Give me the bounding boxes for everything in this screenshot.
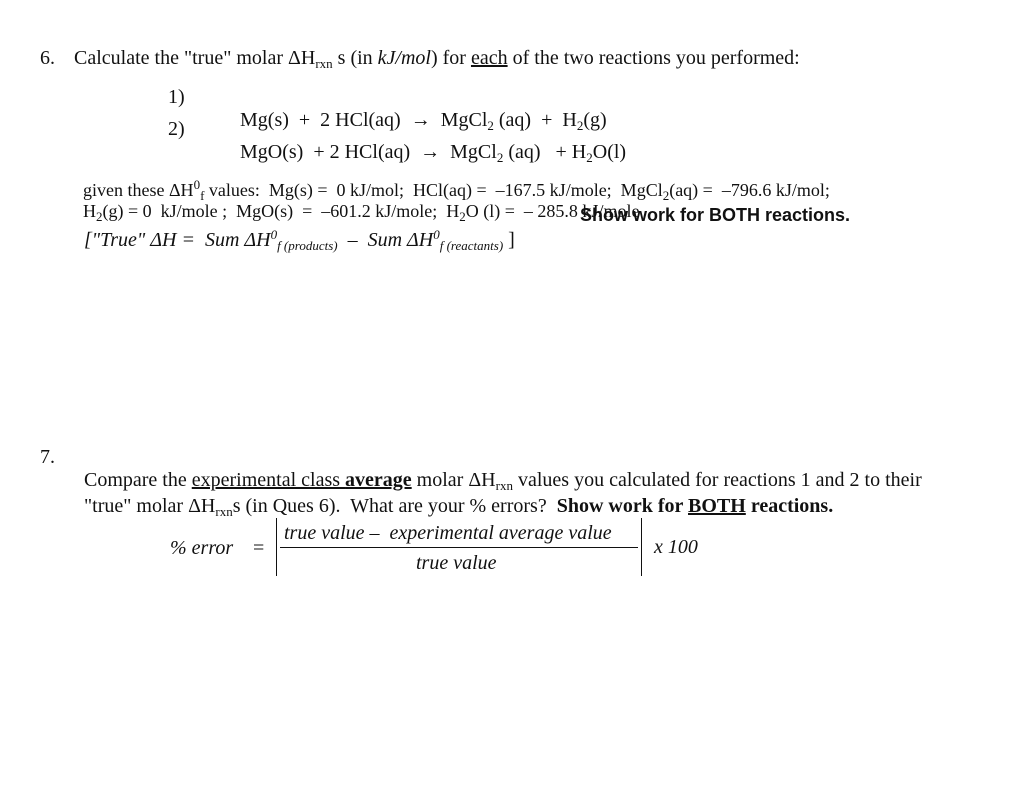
q7-line2-a: "true" molar ΔH xyxy=(84,495,216,517)
pct-error-label: % error xyxy=(170,537,234,559)
q7-number: 7. xyxy=(40,446,55,468)
fraction-denominator: true value xyxy=(416,552,497,574)
q6-prompt xyxy=(74,47,800,72)
fraction-bar xyxy=(280,547,638,548)
abs-bar-left xyxy=(276,518,277,576)
given-sub: f xyxy=(200,188,205,203)
given-line2-sub: 2 xyxy=(96,209,103,224)
formula-sub: f (products) xyxy=(277,238,338,253)
reaction-2-mid: (aq) + H xyxy=(503,141,587,163)
reaction-1-mid: (aq) + H xyxy=(493,109,577,131)
q6-number: 6. xyxy=(40,47,55,69)
formula-sup: 0 xyxy=(270,227,278,242)
given-line2-b: (g) = 0 kJ/mole ; MgO(s) = –601.2 kJ/mole; H xyxy=(102,201,460,221)
formula-sup2: 0 xyxy=(433,227,440,242)
given-text-c: (aq) = –796.6 kJ/mol; xyxy=(669,180,830,200)
q7-text-b: molar ΔH xyxy=(411,469,496,491)
given-text-a: given these ΔH xyxy=(83,180,194,200)
reaction-2-end: O(l) xyxy=(592,141,627,163)
formula-b: – Sum ΔH xyxy=(337,229,434,251)
q6-rxn-subscript: rxn xyxy=(315,56,333,71)
q7-average: average xyxy=(345,469,412,491)
reaction-1-sub: 2 xyxy=(487,118,494,133)
fraction-numerator: true value – experimental average value xyxy=(284,522,612,544)
q7-text-c: values you calculated for reactions 1 and 2 to their xyxy=(512,469,922,491)
q7-prompt-line-2 xyxy=(74,472,833,520)
q7-show-b: reactions. xyxy=(745,495,834,517)
q6-unit: kJ/mol xyxy=(377,47,431,69)
q7-line2-b: s (in Ques 6). What are your % errors? xyxy=(232,495,557,517)
q7-both: BOTH xyxy=(688,495,746,517)
q7-experimental-class: experimental class xyxy=(191,469,346,491)
given-line2-sub2: 2 xyxy=(459,209,466,224)
formula-sub2: f (reactants) xyxy=(439,238,504,253)
true-dh-formula xyxy=(74,204,515,254)
times-100: x 100 xyxy=(654,536,698,558)
pct-error-equals: = xyxy=(253,537,265,559)
abs-bar-right xyxy=(641,518,642,576)
given-line2-c: O (l) = – 285.8 kJ/mole xyxy=(465,201,640,221)
q6-text-d: of the two reactions you performed: xyxy=(507,47,800,69)
given-sup: 0 xyxy=(193,177,201,192)
reaction-1-number: 1) xyxy=(168,86,185,108)
formula-a: ["True" ΔH = Sum ΔH xyxy=(84,229,271,251)
reaction-1-lhs: Mg(s) + 2 HCl(aq) → MgCl xyxy=(240,109,488,131)
reaction-1-sub2: 2 xyxy=(576,118,584,133)
q7-show-a: Show work for xyxy=(556,495,689,517)
given-line2-a: H xyxy=(83,201,96,221)
q6-text-c: ) for xyxy=(430,47,471,69)
reaction-2-number: 2) xyxy=(168,118,185,140)
q6-text-a: Calculate the "true" molar ΔH xyxy=(74,47,316,69)
q7-rxn-sub: rxn xyxy=(495,478,513,493)
q6-text-b: s (in xyxy=(332,47,378,69)
q6-each: each xyxy=(470,47,508,69)
q6-show-work: Show work for BOTH reactions. xyxy=(580,205,851,225)
reaction-1-end: (g) xyxy=(583,109,607,131)
formula-c: ] xyxy=(503,229,515,251)
reaction-2-sub: 2 xyxy=(496,150,504,165)
given-text-b: values: Mg(s) = 0 kJ/mol; HCl(aq) = –167.5 kJ/mole; MgCl xyxy=(204,180,663,200)
reaction-2-lhs: MgO(s) + 2 HCl(aq) → MgCl xyxy=(240,141,497,163)
reaction-2-sub2: 2 xyxy=(586,150,593,165)
given-sub2: 2 xyxy=(662,188,670,203)
q7-line2-sub: rxn xyxy=(215,504,233,519)
q7-text-a: Compare the xyxy=(84,469,192,491)
